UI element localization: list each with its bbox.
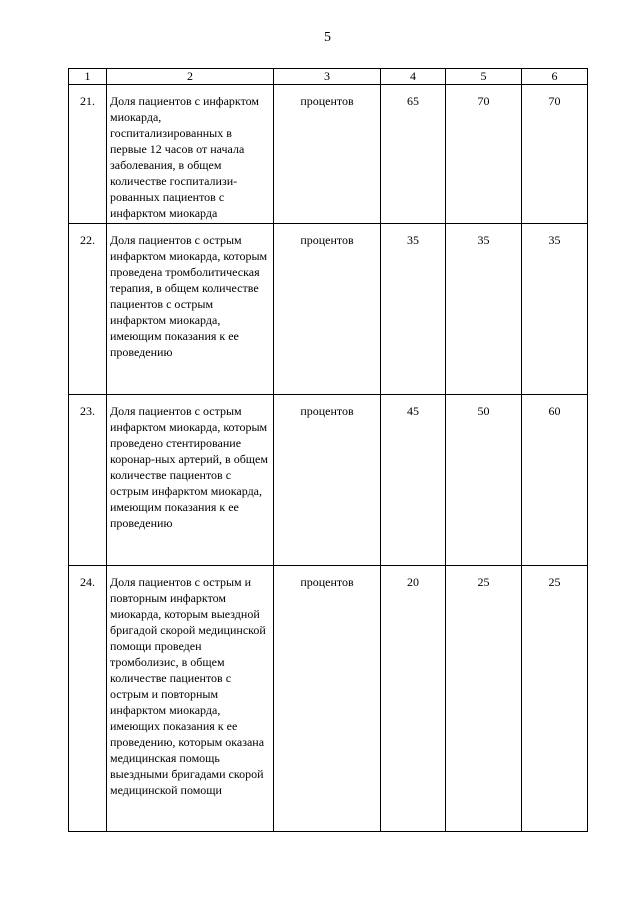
indicator-name: Доля пациентов с острым инфарктом миокарда, которым проведена тромболитическая терапия, в общем количестве пациентов с острым инфарктом миокарда, имеющим показания к ее проведению [107, 224, 274, 395]
value-cell: 70 [446, 85, 522, 224]
table-row [69, 224, 588, 395]
header-cell: 3 [274, 69, 381, 85]
value-cell: 65 [381, 85, 446, 224]
header-cell: 5 [446, 69, 522, 85]
table-header-row [69, 69, 588, 85]
table-row [69, 85, 588, 224]
unit-cell: процентов [274, 85, 381, 224]
value-cell: 50 [446, 395, 522, 566]
value-cell: 20 [381, 566, 446, 832]
value-cell: 25 [522, 566, 588, 832]
header-cell: 2 [107, 69, 274, 85]
value-cell: 45 [381, 395, 446, 566]
table-row [69, 566, 588, 832]
indicators-table [68, 68, 588, 832]
value-cell: 25 [446, 566, 522, 832]
indicator-name: Доля пациентов с острым инфарктом миокарда, которым проведено стентирование коронар-ных артерий, в общем количестве пациентов с острым инфарктом миокарда, имеющим показания к ее проведению [107, 395, 274, 566]
row-number: 24. [69, 566, 107, 832]
unit-cell: процентов [274, 566, 381, 832]
unit-cell: процентов [274, 395, 381, 566]
row-number: 21. [69, 85, 107, 224]
row-number: 23. [69, 395, 107, 566]
header-cell: 1 [69, 69, 107, 85]
value-cell: 35 [381, 224, 446, 395]
indicator-name: Доля пациентов с острым и повторным инфарктом миокарда, которым выездной бригадой скорой медицинской помощи проведен тромболизис, в общем количестве пациентов с острым и повторным инфарктом миокарда, имеющих показания к ее проведению, которым оказана медицинская помощь выездными бригадами скорой медицинской помощи [107, 566, 274, 832]
page-number: 5 [324, 30, 331, 45]
value-cell: 70 [522, 85, 588, 224]
value-cell: 60 [522, 395, 588, 566]
unit-cell: процентов [274, 224, 381, 395]
value-cell: 35 [522, 224, 588, 395]
value-cell: 35 [446, 224, 522, 395]
header-cell: 4 [381, 69, 446, 85]
indicator-name: Доля пациентов с инфарктом миокарда, госпитализированных в первые 12 часов от начала заболевания, в общем количестве госпитализи-рованных пациентов с инфарктом миокарда [107, 85, 274, 224]
row-number: 22. [69, 224, 107, 395]
table-row [69, 395, 588, 566]
header-cell: 6 [522, 69, 588, 85]
